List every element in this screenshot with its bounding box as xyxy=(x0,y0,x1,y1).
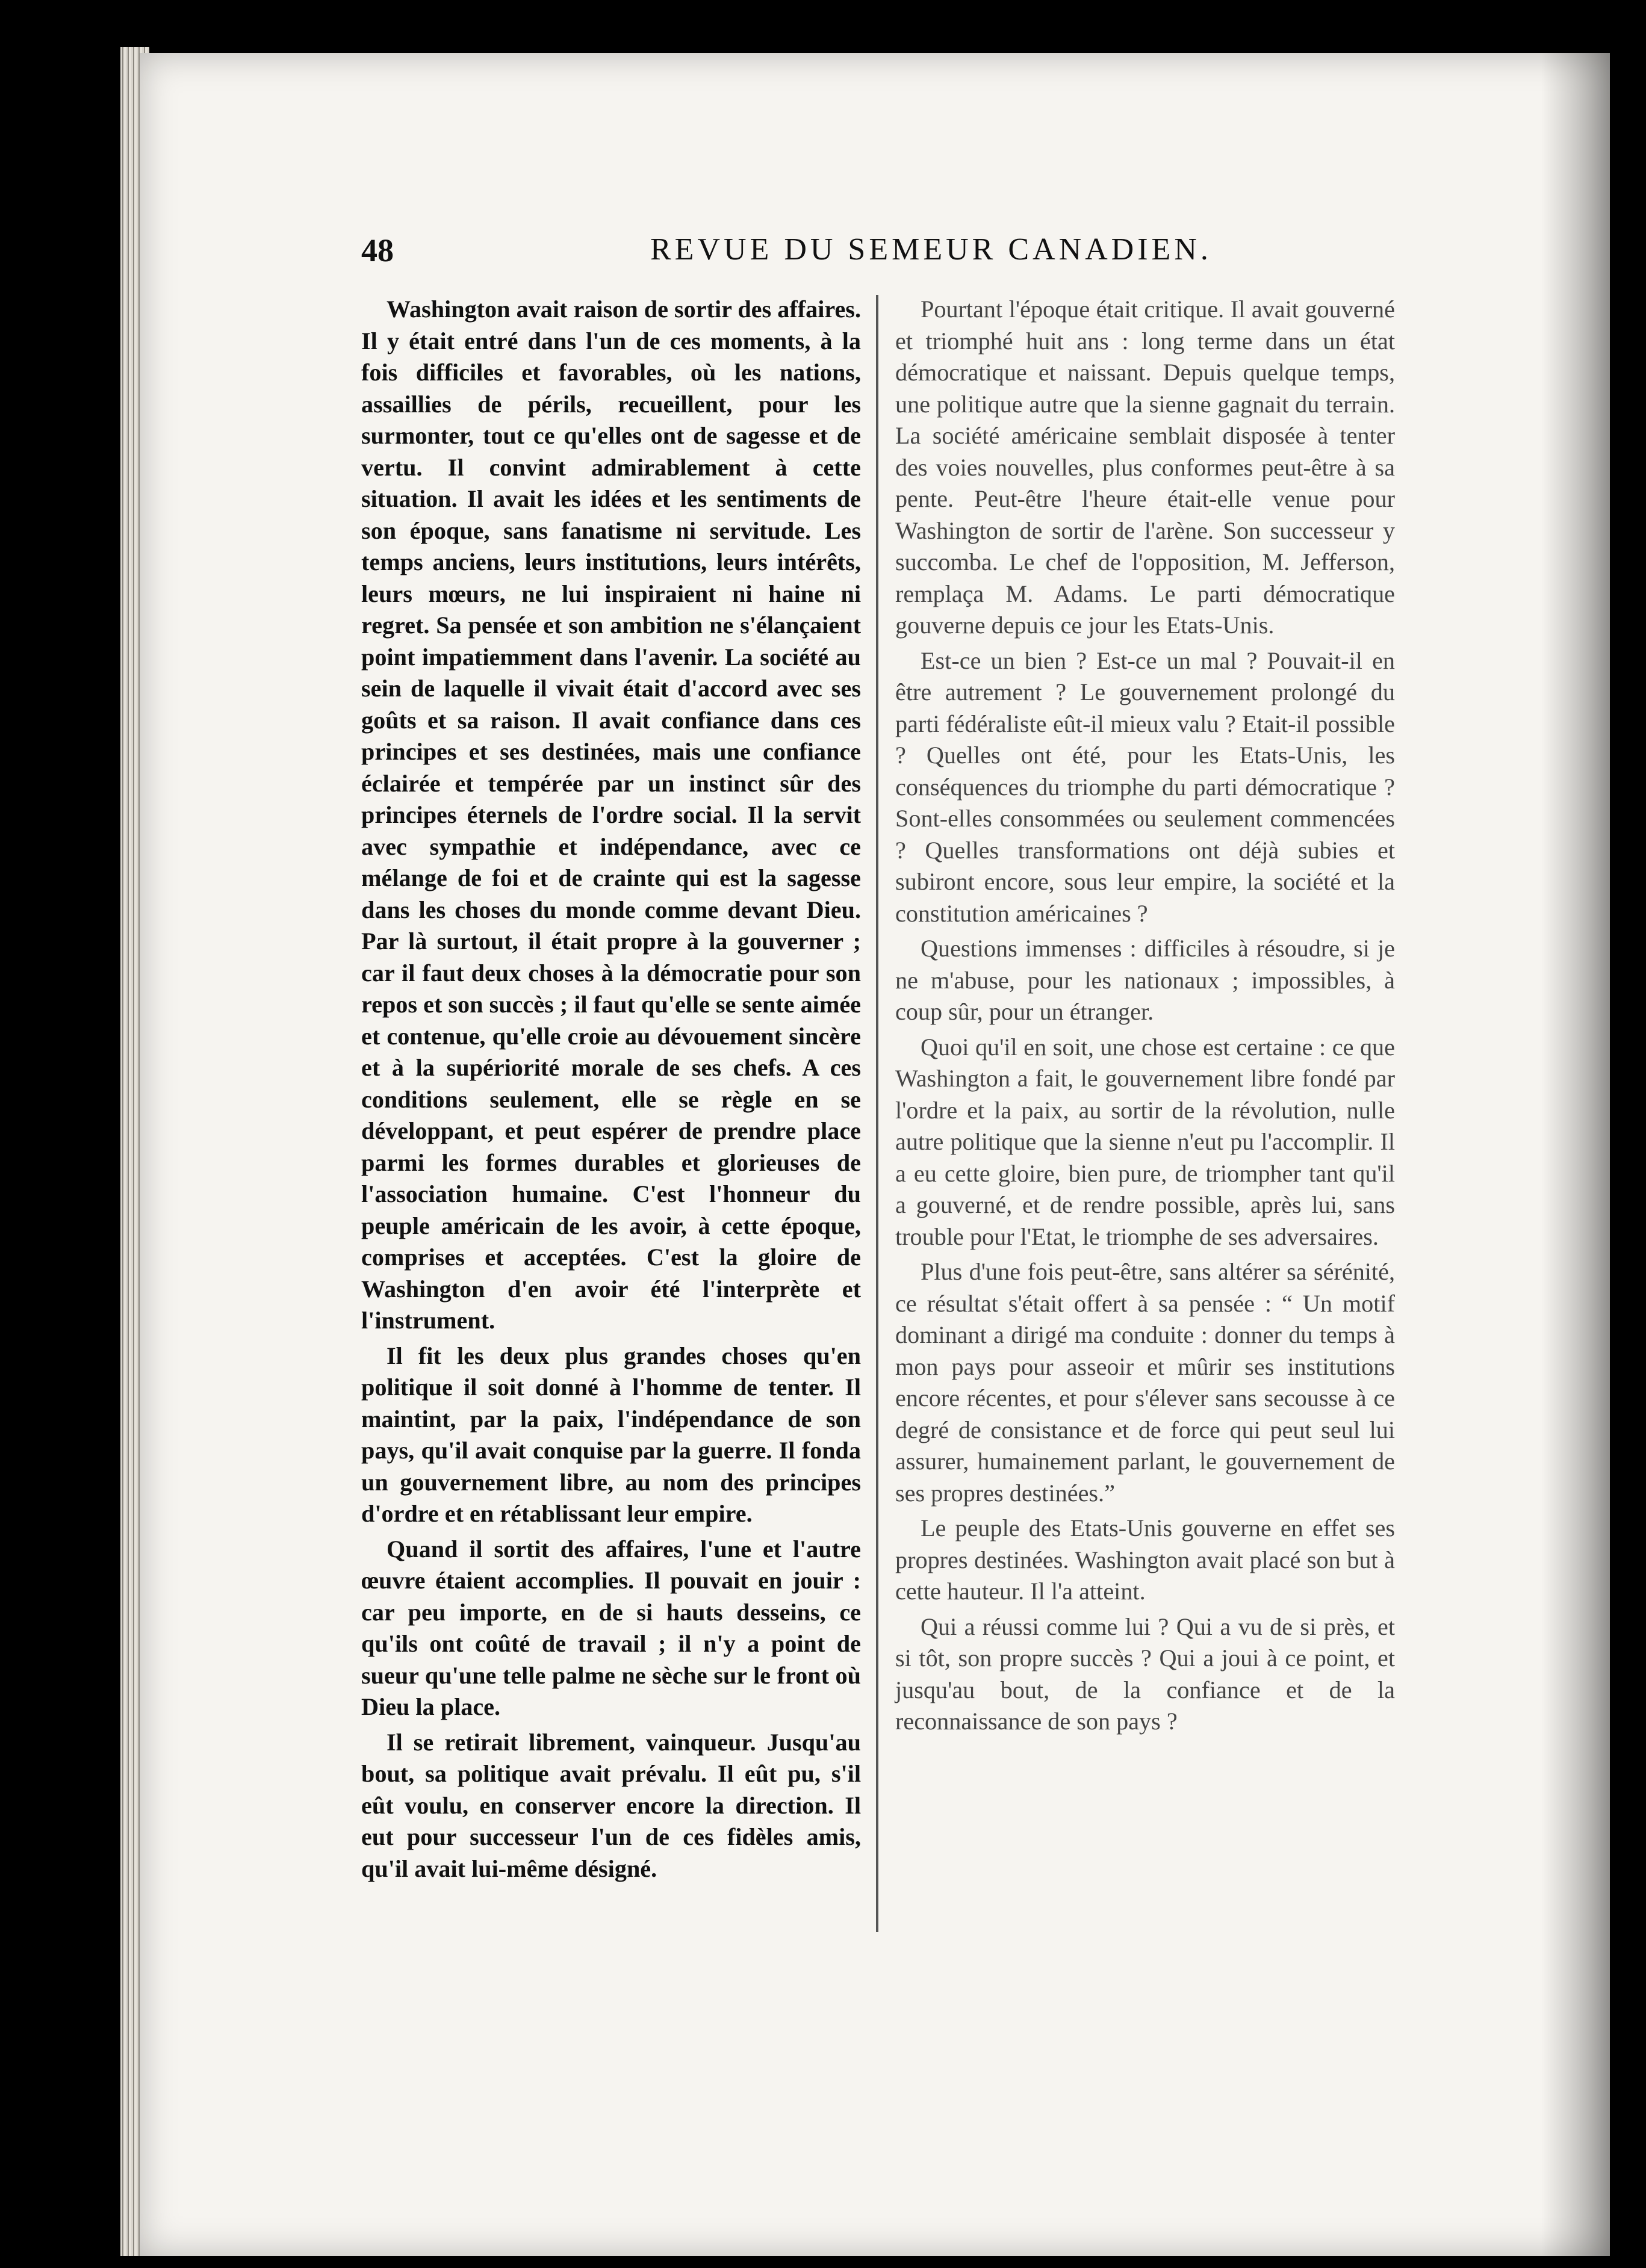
paragraph: Quoi qu'il en soit, une chose est certaine : ce que Washington a fait, le gouvernement libre fondé par l'ordre et la paix, au sortir de la révolution, nulle autre politique que la sienne n'eut pu l'accomplir. Il a eu cette gloire, bien pure, de triompher tant qu'il a gouverné, et de rendre possible, après lui, sans trouble pour l'Etat, le triomphe de ses adversaires. xyxy=(895,1033,1395,1250)
paragraph: Pourtant l'époque était critique. Il avait gouverné et triomphé huit ans : long terme dans un état démocratique et naissant. Depuis quelque temps, une politique autre que la sienne gagnait du terrain. La société américaine semblait disposée à tenter des voies nouvelles, plus conformes peut-être à sa pente. Peut-être l'heure était-elle venue pour Washington de sortir de l'arène. Son successeur y succomba. Le chef de l'opposition, M. Jefferson, remplaça M. Adams. Le parti démocratique gouverne depuis ce jour les Etats-Unis. xyxy=(895,296,1395,639)
paragraph: Plus d'une fois peut-être, sans altérer sa sérénité, ce résultat s'était offert à sa pensée : “ Un motif dominant a dirigé ma conduite : donner du temps à mon pays pour asseoir et mûrir ses institutions encore récentes, et pour s'élever sans secousse à ce degré de consistance et de force qui peut seul lui assurer, humainement parlant, le gouvernement de ses propres destinées.” xyxy=(895,1258,1395,1507)
paragraph: Questions immenses : difficiles à résoudre, si je ne m'abuse, pour les nationaux ; impossibles, à coup sûr, pour un étranger. xyxy=(895,935,1395,1025)
paragraph: Washington avait raison de sortir des affaires. Il y était entré dans l'un de ces moments, à la fois difficiles et favorables, où les nations, assaillies de périls, recueillent, pour les surmonter, tout ce qu'elles ont de sagesse et de vertu. Il convint admirablement à cette situation. Il avait les idées et les sentiments de son époque, sans fanatisme ni servitude. Les temps anciens, leurs institutions, leurs intérêts, leurs mœurs, ne lui inspiraient ni haine ni regret. Sa pensée et son ambition ne s'élançaient point impatiemment dans l'avenir. La société au sein de laquelle il vivait était d'accord avec ses goûts et sa raison. Il avait confiance dans ces principes et ses destinées, mais une confiance éclairée et tempérée par un instinct sûr des principes éternels de l'ordre social. Il la servit avec sympathie et indépendance, avec ce mélange de foi et de crainte qui est la sagesse dans les choses du monde comme devant Dieu. Par là surtout, il était propre à la gouverner ; car il faut deux choses à la démocratie pour son repos et son succès ; il faut qu'elle se sente aimée et contenue, qu'elle croie au dévouement sincère et à la supériorité morale de ses chefs. A ces conditions seulement, elle se règle en se développant, et peut espérer de prendre place parmi les formes durables et glorieuses de l'association humaine. C'est l'honneur du peuple américain de les avoir, à cette époque, comprises et acceptées. C'est la gloire de Washington d'en avoir été l'interprète et l'instrument. xyxy=(361,296,861,1334)
page-header xyxy=(361,232,1469,280)
page-number: 48 xyxy=(361,232,394,268)
left-column xyxy=(361,294,861,1888)
book-binding-shadow xyxy=(1541,53,1613,2256)
paragraph: Le peuple des Etats-Unis gouverne en effet ses propres destinées. Washington avait placé son but à cette hauteur. Il l'a atteint. xyxy=(895,1514,1395,1605)
right-column xyxy=(895,294,1395,1741)
column-divider xyxy=(876,295,878,1932)
running-title: REVUE DU SEMEUR CANADIEN. xyxy=(650,232,1212,267)
paragraph: Est-ce un bien ? Est-ce un mal ? Pouvait-il en être autrement ? Le gouvernement prolongé du parti fédéraliste eût-il mieux valu ? Etait-il possible ? Quelles ont été, pour les Etats-Unis, les conséquences du triomphe du parti démocratique ? Sont-elles consommées ou seulement commencées ? Quelles transformations ont déjà subies et subiront encore, sous leur empire, la société et la constitution américaines ? xyxy=(895,646,1395,927)
paragraph: Qui a réussi comme lui ? Qui a vu de si près, et si tôt, son propre succès ? Qui a joui à ce point, et jusqu'au bout, de la confiance et de la reconnaissance de son pays ? xyxy=(895,1613,1395,1735)
paragraph: Il fit les deux plus grandes choses qu'en politique il soit donné à l'homme de tenter. Il maintint, par la paix, l'indépendance de son pays, qu'il avait conquise par la guerre. Il fonda un gouvernement libre, au nom des principes d'ordre et en rétablissant leur empire. xyxy=(361,1342,861,1527)
paragraph: Quand il sortit des affaires, l'une et l'autre œuvre étaient accomplies. Il pouvait en jouir : car peu importe, en de si hauts desseins, ce qu'ils ont coûté de travail ; il n'y a point de sueur qu'une telle palme ne sèche sur le front où Dieu la place. xyxy=(361,1535,861,1720)
paragraph: Il se retirait librement, vainqueur. Jusqu'au bout, sa politique avait prévalu. Il eût pu, s'il eût voulu, en conserver encore la direction. Il eut pour successeur l'un de ces fidèles amis, qu'il avait lui-même désigné. xyxy=(361,1728,861,1882)
